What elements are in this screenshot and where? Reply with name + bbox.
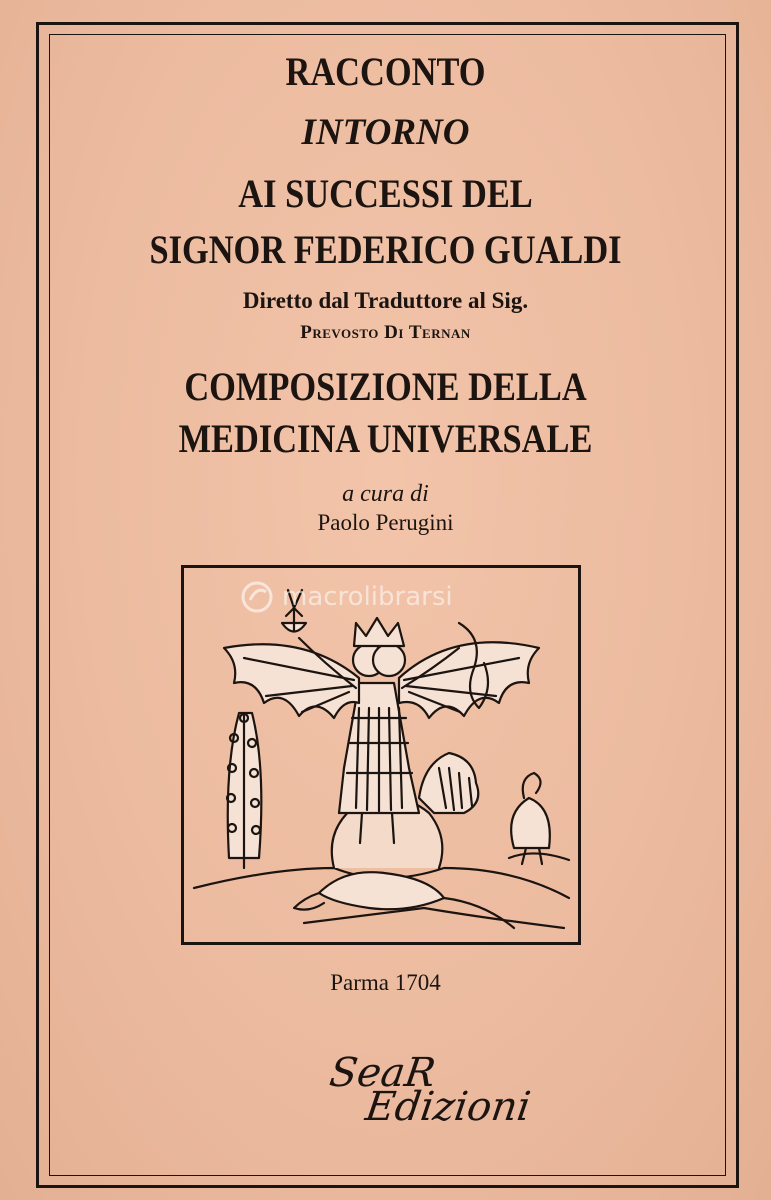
imprint: Parma 1704: [330, 970, 441, 995]
title-line-1: RACCONTO: [285, 49, 486, 94]
title-line-2: INTORNO: [301, 112, 470, 153]
publisher-logo: [326, 1050, 534, 1140]
subtitle-line-1: Diretto dal Traduttore al Sig.: [242, 288, 529, 313]
leaf-logo-icon: [240, 580, 274, 614]
watermark: [240, 578, 570, 618]
title2-line-2: MEDICINA UNIVERSALE: [178, 416, 593, 461]
publisher-line-2: Edizioni: [362, 1084, 534, 1130]
subtitle-line-2: Prevosto Di Ternan: [300, 322, 471, 343]
title2-line-1: COMPOSIZIONE DELLA: [184, 364, 587, 409]
alchemical-figure-image: [184, 568, 578, 942]
title-line-4: SIGNOR FEDERICO GUALDI: [149, 227, 622, 272]
woodcut-illustration: [181, 565, 581, 945]
title-line-3: AI SUCCESSI DEL: [238, 171, 533, 216]
editor-name: Paolo Perugini: [317, 510, 454, 535]
editor-intro: a cura di: [342, 481, 429, 507]
publisher-line-1: SeaR: [326, 1050, 439, 1096]
watermark-text: macrolibrarsi: [282, 582, 453, 612]
